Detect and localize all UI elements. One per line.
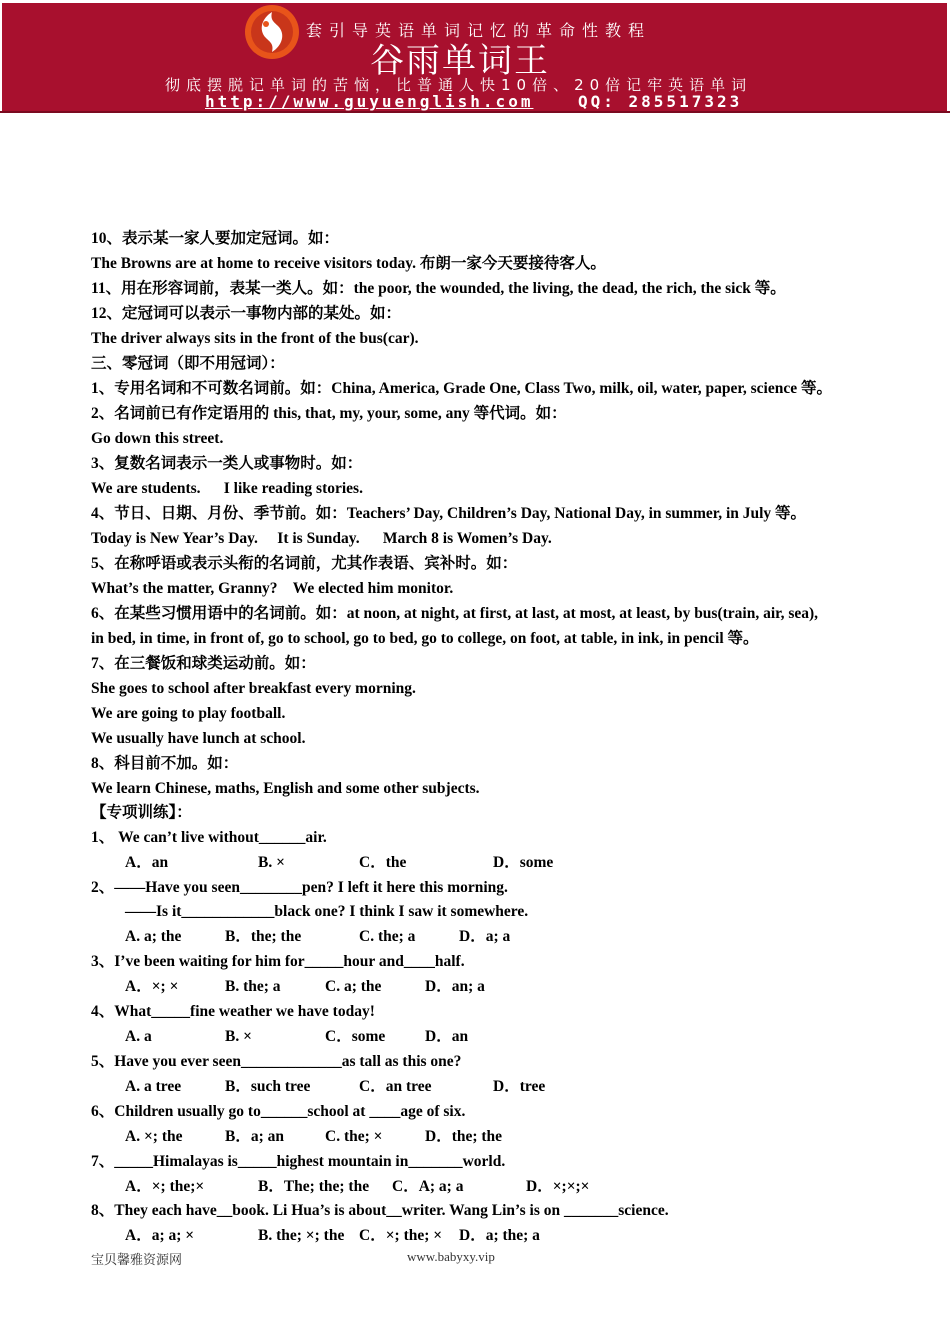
- option-b: B．a; an: [225, 1128, 284, 1145]
- option-d: D．an: [425, 1028, 469, 1045]
- option-d: D．a; a: [459, 928, 511, 945]
- question-stem: ——Is it____________black one? I think I saw it somewhere.: [125, 903, 529, 920]
- option-a: A. ×; the: [125, 1128, 183, 1145]
- text-line: Go down this street.: [91, 430, 224, 447]
- option-d: D．an; a: [425, 978, 485, 995]
- brand-logo-icon: [244, 4, 300, 60]
- question-stem: 2、——Have you seen________pen? I left it here this morning.: [91, 879, 508, 896]
- question-stem: 6、Children usually go to______school at ____age of six.: [91, 1103, 466, 1120]
- option-c: C. the; a: [359, 928, 416, 945]
- option-c: C．some: [325, 1028, 386, 1045]
- option-b: B. the; a: [225, 978, 281, 995]
- option-c: C. the; ×: [325, 1128, 383, 1145]
- option-b: B．The; the; the: [258, 1178, 370, 1195]
- header-slogan-bottom: 彻底摆脱记单词的苦恼，比普通人快10倍、20倍记牢英语单词: [165, 76, 753, 94]
- text-line: The Browns are at home to receive visitors today. 布朗一家今天要接待客人。: [91, 255, 606, 272]
- text-line: 12、定冠词可以表示一事物内部的某处。如：: [91, 305, 402, 322]
- qq-contact: QQ: 285517323: [578, 92, 743, 111]
- option-a: A. a: [125, 1028, 152, 1045]
- question-stem: 8、They each have__book. Li Hua’s is about__writer. Wang Lin’s is on _______science.: [91, 1202, 669, 1219]
- text-line: What’s the matter, Granny? We elected him monitor.: [91, 580, 454, 597]
- text-line: 2、名词前已有作定语用的 this, that, my, your, some, any 等代词。如：: [91, 405, 567, 422]
- option-c: C．A; a; a: [392, 1178, 464, 1195]
- option-a: A. a; the: [125, 928, 182, 945]
- text-line: We are going to play football.: [91, 705, 286, 722]
- option-a: A．a; a; ×: [125, 1227, 195, 1244]
- footer-source: 宝贝馨雅资源网: [91, 1252, 183, 1267]
- section-heading: 【专项训练】：: [91, 804, 192, 821]
- text-line: We are students. I like reading stories.: [91, 480, 363, 497]
- header-title: 谷雨单词王: [370, 41, 550, 81]
- text-line: 10、表示某一家人要加定冠词。如：: [91, 230, 340, 247]
- option-d: D．some: [493, 854, 554, 871]
- option-d: D．tree: [493, 1078, 546, 1095]
- option-a: A．×; ×: [125, 978, 179, 995]
- text-line: 6、在某些习惯用语中的名词前。如：at noon, at night, at first, at last, at most, at least, by bus(train, air, sea),: [91, 605, 819, 622]
- option-d: D．the; the: [425, 1128, 503, 1145]
- option-a: A. a tree: [125, 1078, 182, 1095]
- option-b: B. the; ×; the: [258, 1227, 345, 1244]
- text-line: 7、在三餐饭和球类运动前。如：: [91, 655, 316, 672]
- footer-url[interactable]: www.babyxy.vip: [407, 1249, 495, 1264]
- text-line: 5、在称呼语或表示头衔的名词前，尤其作表语、宾补时。如：: [91, 555, 518, 572]
- option-b: B. ×: [258, 854, 285, 871]
- text-line: 8、科目前不加。如：: [91, 755, 239, 772]
- option-b: B．the; the: [225, 928, 302, 945]
- option-a: A．an: [125, 854, 169, 871]
- question-stem: 4、What_____fine weather we have today!: [91, 1003, 375, 1020]
- option-b: B. ×: [225, 1028, 252, 1045]
- question-stem: 1、 We can’t live without______air.: [91, 829, 327, 846]
- text-line: Today is New Year’s Day. It is Sunday. March 8 is Women’s Day.: [91, 530, 552, 547]
- text-line: 3、复数名词表示一类人或事物时。如：: [91, 455, 363, 472]
- option-b: B．such tree: [225, 1078, 311, 1095]
- text-line: We learn Chinese, maths, English and some other subjects.: [91, 780, 480, 797]
- option-c: C．the: [359, 854, 407, 871]
- website-link[interactable]: http://www.guyuenglish.com: [205, 92, 534, 111]
- question-stem: 7、_____Himalayas is_____highest mountain in_______world.: [91, 1153, 506, 1170]
- option-c: C. a; the: [325, 978, 382, 995]
- section-heading: 三、零冠词（即不用冠词）：: [91, 355, 285, 372]
- text-line: She goes to school after breakfast every morning.: [91, 680, 416, 697]
- text-line: 1、专用名词和不可数名词前。如：China, America, Grade One, Class Two, milk, oil, water, paper, science 等。: [91, 380, 832, 397]
- text-line: We usually have lunch at school.: [91, 730, 306, 747]
- option-c: C．an tree: [359, 1078, 432, 1095]
- option-d: D．a; the; a: [459, 1227, 540, 1244]
- option-c: C．×; the; ×: [359, 1227, 443, 1244]
- option-a: A．×; the;×: [125, 1178, 205, 1195]
- text-line: The driver always sits in the front of the bus(car).: [91, 330, 419, 347]
- question-stem: 3、I’ve been waiting for him for_____hour and____half.: [91, 953, 465, 970]
- header-divider: [0, 111, 950, 113]
- question-stem: 5、Have you ever seen_____________as tall as this one?: [91, 1053, 462, 1070]
- header-slogan-top: 套引导英语单词记忆的革命性教程: [306, 21, 652, 40]
- option-d: D．×;×;×: [526, 1178, 590, 1195]
- text-line: in bed, in time, in front of, go to school, go to bed, go to college, on foot, at table, in ink, in pencil 等。: [91, 630, 759, 647]
- text-line: 11、用在形容词前，表某一类人。如：the poor, the wounded, the living, the dead, the rich, the sick 等。: [91, 280, 786, 297]
- text-line: 4、节日、日期、月份、季节前。如：Teachers’ Day, Children’s Day, National Day, in summer, in July 等。: [91, 505, 807, 522]
